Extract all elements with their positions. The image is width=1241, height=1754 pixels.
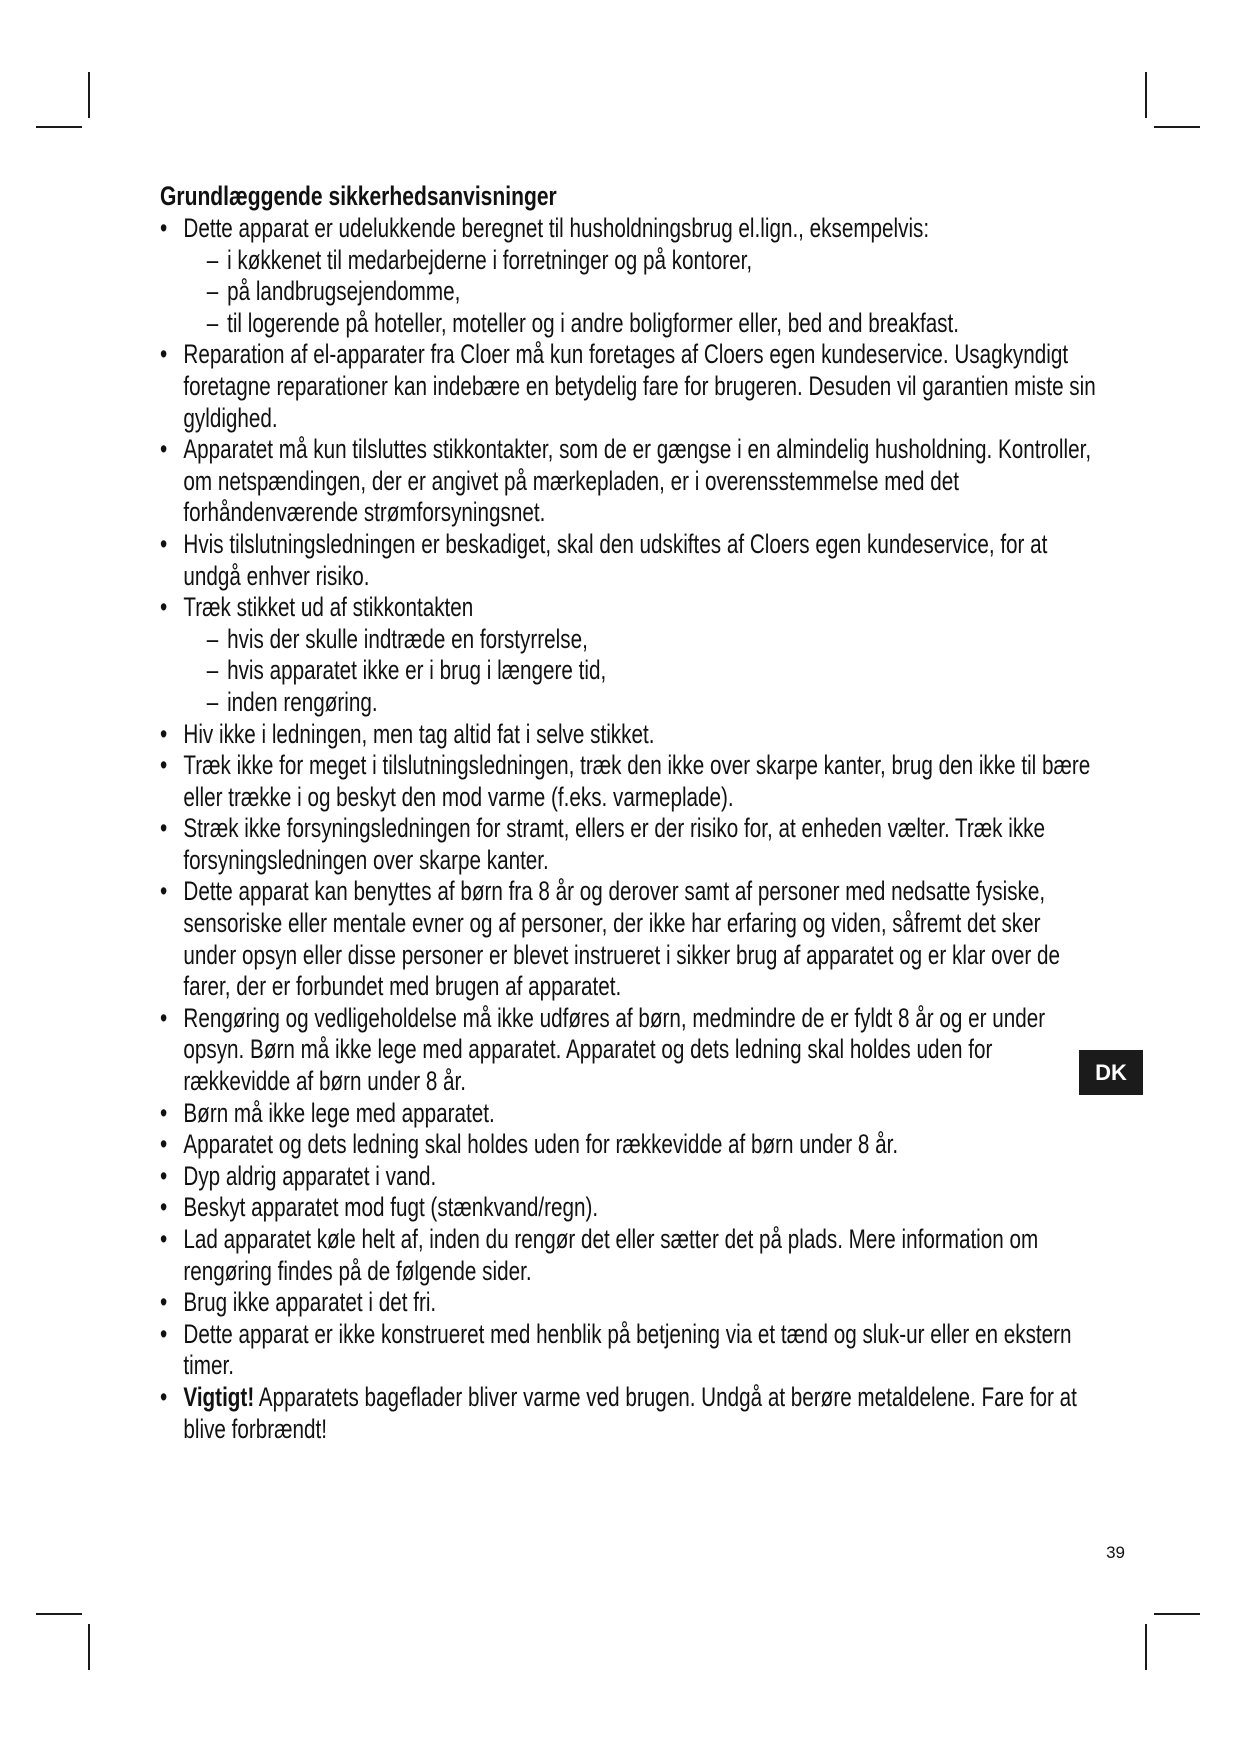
crop-mark-bottom-right-horizontal — [1154, 1613, 1200, 1615]
list-item — [160, 750, 1096, 813]
dash-marker: – — [206, 307, 219, 338]
list-item-text: Dyp aldrig apparatet i vand. — [183, 1160, 437, 1191]
list-item-text: Dette apparat kan benyttes af børn fra 8 år og derover samt af personer med nedsatte fysiske, sensoriske eller mentale evner og af personer, der ikke har erfaring og viden, såfremt det sker under opsyn eller disse personer er blevet instrueret i sikker brug af apparatet og er klar over de farer, der er forbundet med brugen af apparatet. — [183, 876, 1061, 1002]
list-item-text: Apparatet og dets ledning skal holdes uden for rækkevidde af børn under 8 år. — [183, 1129, 899, 1160]
list-item — [160, 1319, 1096, 1382]
list-item — [160, 1161, 1096, 1193]
list-item-text: Stræk ikke forsyningsledningen for stramt, ellers er der risiko for, at enheden vælter. Træk ikke forsyningsledningen over skarpe kanter. — [183, 813, 1046, 875]
crop-mark-bottom-left-vertical — [88, 1624, 90, 1670]
crop-mark-top-right-horizontal — [1154, 126, 1200, 128]
text-block — [160, 180, 1096, 1445]
list-item — [160, 213, 1096, 339]
sub-list — [183, 624, 1096, 719]
list-item — [160, 529, 1096, 592]
list-item-text: Lad apparatet køle helt af, inden du rengør det eller sætter det på plads. Mere information om rengøring findes på de følgende sider. — [183, 1224, 1039, 1286]
list-item — [160, 1129, 1096, 1161]
sub-list-item-text: i køkkenet til medarbejderne i forretninger og på kontorer, — [227, 244, 753, 275]
safety-instructions — [160, 180, 1095, 1445]
sub-list-item-text: hvis apparatet ikke er i brug i længere tid, — [227, 655, 607, 686]
instruction-list — [160, 213, 1096, 1445]
list-item — [160, 1003, 1096, 1098]
crop-mark-top-right-vertical — [1145, 72, 1147, 118]
list-item — [160, 592, 1096, 718]
list-item-text: Dette apparat er udelukkende beregnet til husholdningsbrug el.lign., eksempelvis: — [183, 213, 930, 243]
important-label: Vigtigt! — [183, 1381, 255, 1412]
list-item — [160, 813, 1096, 876]
list-item-text: Beskyt apparatet mod fugt (stænkvand/regn). — [183, 1192, 599, 1223]
crop-mark-bottom-left-horizontal — [36, 1613, 82, 1615]
list-item-text: Hiv ikke i ledningen, men tag altid fat i selve stikket. — [183, 718, 655, 749]
sub-list-item — [183, 276, 1096, 308]
sub-list-item-text: inden rengøring. — [227, 686, 378, 717]
dash-marker: – — [206, 623, 219, 654]
list-item-text: Brug ikke apparatet i det fri. — [183, 1287, 437, 1318]
list-item — [160, 719, 1096, 751]
dash-marker: – — [206, 244, 219, 275]
list-item-text: Dette apparat er ikke konstrueret med henblik på betjening via et tænd og sluk-ur eller en ekstern timer. — [183, 1318, 1072, 1381]
list-item-text: Reparation af el-apparater fra Cloer må kun foretages af Cloers egen kundeservice. Usagkyndigt foretagne reparationer kan indebære en betydelig fare for brugeren. Desuden vil garantien miste sin gyldighed. — [183, 339, 1096, 433]
dash-marker: – — [206, 686, 219, 717]
list-item-text: Hvis tilslutningsledningen er beskadiget, skal den udskiftes af Cloers egen kundeservice, for at undgå enhver risiko. — [183, 528, 1048, 591]
list-item — [160, 339, 1096, 434]
page-number: 39 — [1106, 1543, 1125, 1562]
crop-mark-bottom-right-vertical — [1145, 1624, 1147, 1670]
sub-list — [183, 245, 1096, 340]
sub-list-item — [183, 655, 1096, 687]
list-item — [160, 1287, 1096, 1319]
crop-mark-top-left-horizontal — [36, 126, 82, 128]
sub-list-item — [183, 624, 1096, 656]
important-item — [160, 1382, 1096, 1445]
important-text: Apparatets bageflader bliver varme ved brugen. Undgå at berøre metaldelene. Fare for at blive forbrændt! — [183, 1381, 1077, 1444]
list-item — [160, 434, 1096, 529]
list-item-text: Træk ikke for meget i tilslutningsledningen, træk den ikke over skarpe kanter, brug den ikke til bære eller trække i og beskyt den mod varme (f.eks. varmeplade). — [183, 750, 1091, 812]
list-item-text: Børn må ikke lege med apparatet. — [183, 1097, 495, 1128]
list-item — [160, 1224, 1096, 1287]
list-item-text: Apparatet må kun tilsluttes stikkontakter, som de er gængse i en almindelig husholdning. Kontroller, om netspændingen, der er angivet på mærkepladen, er i overensstemmelse med det forhåndenværende strømforsyningsnet. — [183, 434, 1092, 528]
sub-list-item — [183, 687, 1096, 719]
sub-list-item-text: på landbrugsejendomme, — [227, 276, 461, 307]
dash-marker: – — [206, 655, 219, 686]
list-item — [160, 1098, 1096, 1130]
crop-mark-top-left-vertical — [88, 72, 90, 118]
language-badge: DK — [1079, 1050, 1143, 1095]
list-item — [160, 876, 1096, 1002]
sub-list-item — [183, 245, 1096, 277]
list-item — [160, 1192, 1096, 1224]
section-title: Grundlæggende sikkerhedsanvisninger — [160, 181, 557, 211]
sub-list-item-text: hvis der skulle indtræde en forstyrrelse, — [227, 623, 588, 654]
list-item-text: Træk stikket ud af stikkontakten — [183, 592, 474, 623]
list-item-text: Rengøring og vedligeholdelse må ikke udføres af børn, medmindre de er fyldt 8 år og er under opsyn. Børn må ikke lege med apparatet. Apparatet og dets ledning skal holdes uden for rækkevidde af børn under 8 år. — [183, 1002, 1046, 1097]
sub-list-item — [183, 308, 1096, 340]
dash-marker: – — [206, 276, 219, 307]
sub-list-item-text: til logerende på hoteller, moteller og i andre boligformer eller, bed and breakfast. — [227, 307, 960, 338]
